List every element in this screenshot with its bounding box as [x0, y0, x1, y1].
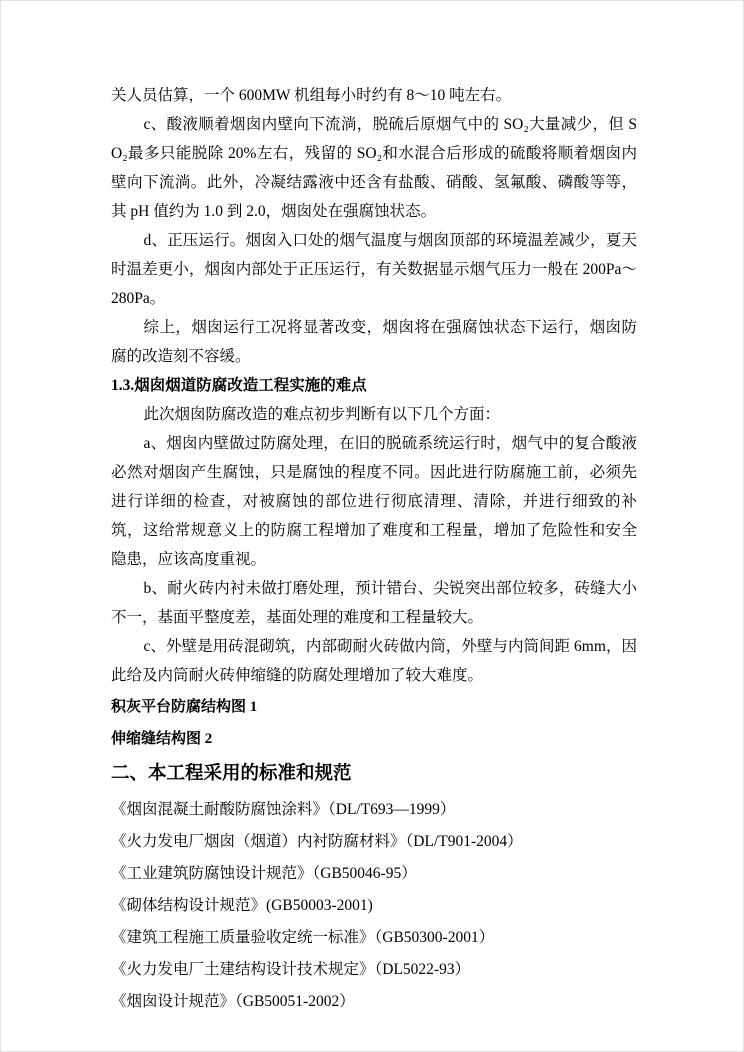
standard-item: 《火力发电厂土建结构设计技术规定》（DL5022-93） [111, 961, 471, 978]
paragraph: 此次烟囱防腐改造的难点初步判断有以下几个方面： [143, 406, 501, 423]
section-heading-2: 二、本工程采用的标准和规范 [111, 764, 352, 784]
paragraph: 综上，烟囱运行工况将显著改变，烟囱将在强腐蚀状态下运行，烟囱防腐的改造刻不容缓。 [111, 319, 637, 365]
standard-item: 《工业建筑防腐蚀设计规范》（GB50046-95） [111, 865, 417, 882]
standard-item: 《烟囱设计规范》（GB50051-2002） [111, 993, 355, 1010]
standard-item: 《火力发电厂烟囱（烟道）内衬防腐材料》（DL/T901-2004） [111, 833, 523, 850]
standard-item: 《烟囱混凝土耐酸防腐蚀涂料》（DL/T693—1999） [111, 801, 456, 818]
standard-item: 《建筑工程施工质量验收定统一标准》（GB50300-2001） [111, 929, 495, 946]
paragraph: 关人员估算，一个 600MW 机组每小时约有 8～10 吨左右。 [111, 87, 512, 104]
standard-item: 《砌体结构设计规范》(GB50003-2001) [111, 897, 373, 914]
paragraph: a、烟囱内壁做过防腐处理，在旧的脱硫系统运行时，烟气中的复合酸液必然对烟囱产生腐蚀，只是腐蚀的程度不同。因此进行防腐施工前，必须先进行详细的检查，对被腐蚀的部位进行彻底清理、清除，并进行细致的补筑，这给常规意义上的防腐工程增加了难度和工程量，增加了危险性和安全隐患，应该高度重视。 [111, 435, 637, 568]
paragraph: c、外壁是用砖混砌筑，内部砌耐火砖做内筒，外壁与内筒间距 6mm，因此给及内筒耐火砖伸缩缝的防腐处理增加了较大难度。 [111, 638, 637, 684]
paragraph: c、酸液顺着烟囱内壁向下流淌，脱硫后原烟气中的 SO₂大量减少，但 SO₂最多只能脱除 20%左右，残留的 SO₂和水混合后形成的硫酸将顺着烟囱内壁向下流淌。此外，冷凝结露液中还含有盐酸、硝酸、氢氟酸、磷酸等等，其 pH 值约为 1.0 到 2.0，烟囱处在强腐蚀状态。 [111, 116, 637, 220]
paragraph: b、耐火砖内衬未做打磨处理，预计错台、尖锐突出部位较多，砖缝大小不一，基面平整度差，基面处理的难度和工程量较大。 [111, 580, 637, 626]
section-heading-1-3: 1.3.烟囱烟道防腐改造工程实施的难点 [111, 377, 367, 394]
paragraph: d、正压运行。烟囱入口处的烟气温度与烟囱顶部的环境温差减少，夏天时温差更小，烟囱内部处于正压运行，有关数据显示烟气压力一般在 200Pa～280Pa。 [111, 232, 637, 307]
figure-caption-1: 积灰平台防腐结构图 1 [111, 699, 258, 715]
figure-caption-2: 伸缩缝结构图 2 [111, 731, 213, 747]
